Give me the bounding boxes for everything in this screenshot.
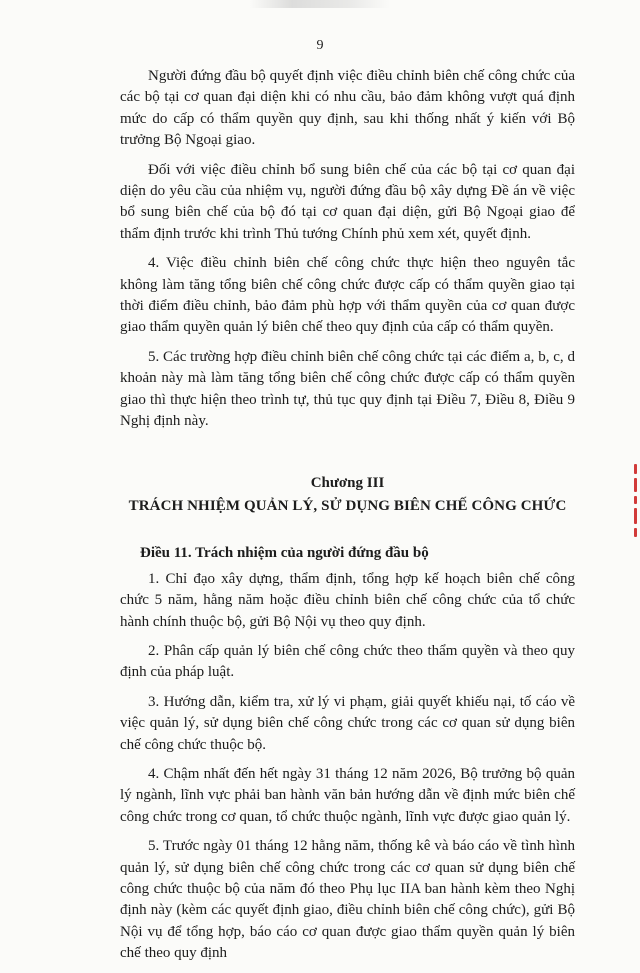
article-heading: Điều 11. Trách nhiệm của người đứng đầu bộ <box>140 545 429 562</box>
article-paragraph: 2. Phân cấp quản lý biên chế công chức theo thẩm quyền và theo quy định của pháp luật. <box>120 642 575 681</box>
edge-seal-mark <box>630 460 640 540</box>
article-paragraph: 5. Trước ngày 01 tháng 12 hằng năm, thống kê và báo cáo về tình hình quản lý, sử dụng biên chế công chức trong các cơ quan sử dụng biên chế công chức thuộc bộ của năm đó theo Phụ lục IIA ban hành kèm theo Nghị định này (kèm các quyết định giao, điều chỉnh biên chế công chức), gửi Bộ Nội vụ để tổng hợp, báo cáo cơ quan được giao thẩm quyền quản lý biên chế theo quy định <box>120 838 575 962</box>
chapter-number: Chương III <box>310 474 385 491</box>
chapter-title: TRÁCH NHIỆM QUẢN LÝ, SỬ DỤNG BIÊN CHẾ CÔNG CHỨC <box>128 497 567 514</box>
article-paragraph: 4. Chậm nhất đến hết ngày 31 tháng 12 năm 2026, Bộ trưởng bộ quản lý ngành, lĩnh vực phải ban hành văn bản hướng dẫn về định mức biên chế công chức trong cơ quan, tổ chức thuộc ngành, lĩnh vực được giao quản lý. <box>120 765 575 825</box>
paragraph: Đối với việc điều chỉnh bổ sung biên chế của các bộ tại cơ quan đại diện do yêu cầu của nhiệm vụ, người đứng đầu bộ xây dựng Đề án về việc bổ sung biên chế của bộ đó tại cơ quan đại diện, gửi Bộ Ngoại giao để thẩm định trước khi trình Thủ tướng Chính phủ xem xét, quyết định. <box>120 161 575 242</box>
article-paragraph: 3. Hướng dẫn, kiểm tra, xử lý vi phạm, giải quyết khiếu nại, tố cáo về việc quản lý, sử dụng biên chế công chức trong các cơ quan sử dụng biên chế công chức thuộc bộ. <box>120 693 575 753</box>
paragraph: Người đứng đầu bộ quyết định việc điều chỉnh biên chế công chức của các bộ tại cơ quan đại diện khi có nhu cầu, bảo đảm không vượt quá định mức do cấp có thẩm quyền quy định, sau khi thống nhất ý kiến với Bộ trưởng Bộ Ngoại giao. <box>120 68 575 149</box>
paragraph: 5. Các trường hợp điều chỉnh biên chế công chức tại các điểm a, b, c, d khoản này mà làm tăng tổng biên chế công chức được cấp có thẩm quyền giao thì thực hiện theo trình tự, thủ tục quy định tại Điều 7, Điều 8, Điều 9 Nghị định này. <box>120 348 575 430</box>
paragraph: 4. Việc điều chỉnh biên chế công chức thực hiện theo nguyên tắc không làm tăng tổng biên chế công chức được cấp có thẩm quyền giao tại thời điểm điều chỉnh, bảo đảm phù hợp với thẩm quyền của cơ quan được giao thẩm quyền quản lý biên chế theo quy định của cấp có thẩm quyền. <box>120 255 575 336</box>
document-body <box>120 66 575 973</box>
scan-smudge <box>250 0 390 8</box>
article-paragraph: 1. Chỉ đạo xây dựng, thẩm định, tổng hợp kế hoạch biên chế công chức 5 năm, hằng năm hoặc điều chỉnh biên chế công chức của tổ chức hành chính thuộc bộ, gửi Bộ Nội vụ theo quy định. <box>120 570 575 630</box>
page-number: 9 <box>316 38 324 53</box>
